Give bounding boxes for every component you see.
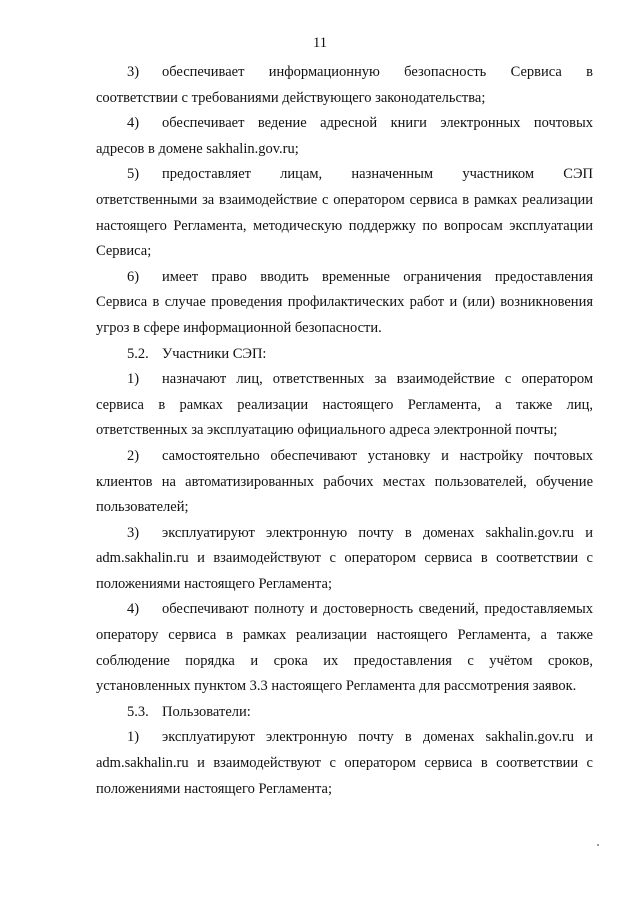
- list-item: [96, 265, 593, 342]
- section-title: Участники СЭП:: [162, 345, 267, 362]
- item-text: предоставляет лицам, назначенным участником СЭП ответственными за взаимодействие с оператором сервиса в рамках реализации настоящего Регламента, методическую поддержку по вопросам эксплуатации Сервиса;: [96, 166, 593, 260]
- list-item: [96, 521, 593, 598]
- document-body: [96, 60, 593, 802]
- item-text: самостоятельно обеспечивают установку и настройку почтовых клиентов на автоматизированных рабочих местах пользователей, обучение пользователей;: [96, 447, 593, 516]
- item-marker: 4): [127, 115, 140, 132]
- item-marker: 2): [127, 447, 140, 464]
- section-title: Пользователи:: [162, 703, 251, 720]
- section-number: 5.3.: [127, 703, 149, 720]
- item-text: эксплуатируют электронную почту в доменах sakhalin.gov.ru и adm.sakhalin.ru и взаимодействуют с оператором сервиса в соответствии с положениями настоящего Регламента;: [96, 524, 593, 592]
- item-text: обеспечивают полноту и достоверность сведений, предоставляемых оператору сервиса в рамках реализации настоящего Регламента, а также соблюдение порядка и срока их предоставления с учётом сроков, установленных пунктом 3.3 настоящего Регламента для рассмотрения заявок.: [96, 601, 593, 695]
- item-marker: 3): [127, 64, 140, 80]
- list-item: [96, 367, 593, 444]
- item-marker: 3): [127, 524, 140, 541]
- list-item: [96, 162, 593, 264]
- item-marker: 5): [127, 166, 140, 183]
- item-text: обеспечивает информационную безопасность Сервиса в соответствии с требованиями действующего законодательства;: [96, 64, 593, 106]
- page-number: 11: [313, 35, 327, 51]
- item-text: эксплуатируют электронную почту в доменах sakhalin.gov.ru и adm.sakhalin.ru и взаимодействуют с оператором сервиса в соответствии с положениями настоящего Регламента;: [96, 729, 593, 797]
- list-item: [96, 60, 593, 111]
- item-marker: 6): [127, 268, 140, 285]
- list-item: [96, 597, 593, 699]
- list-item: [96, 725, 593, 802]
- section-number: 5.2.: [127, 345, 149, 362]
- item-text: назначают лиц, ответственных за взаимодействие с оператором сервиса в рамках реализации настоящего Регламента, а также лиц, ответственных за эксплуатацию официального адреса электронной почты;: [96, 371, 593, 439]
- item-marker: 1): [127, 729, 140, 746]
- item-marker: 4): [127, 601, 140, 618]
- list-item: [96, 111, 593, 162]
- item-text: обеспечивает ведение адресной книги электронных почтовых адресов в домене sakhalin.gov.ru;: [96, 115, 593, 157]
- section-heading: [96, 342, 593, 368]
- item-text: имеет право вводить временные ограничения предоставления Сервиса в случае проведения профилактических работ и (или) возникновения угроз в сфере информационной безопасности.: [96, 268, 593, 336]
- list-item: [96, 444, 593, 521]
- scan-speck: [597, 844, 599, 846]
- item-marker: 1): [127, 371, 140, 388]
- section-heading: [96, 700, 593, 726]
